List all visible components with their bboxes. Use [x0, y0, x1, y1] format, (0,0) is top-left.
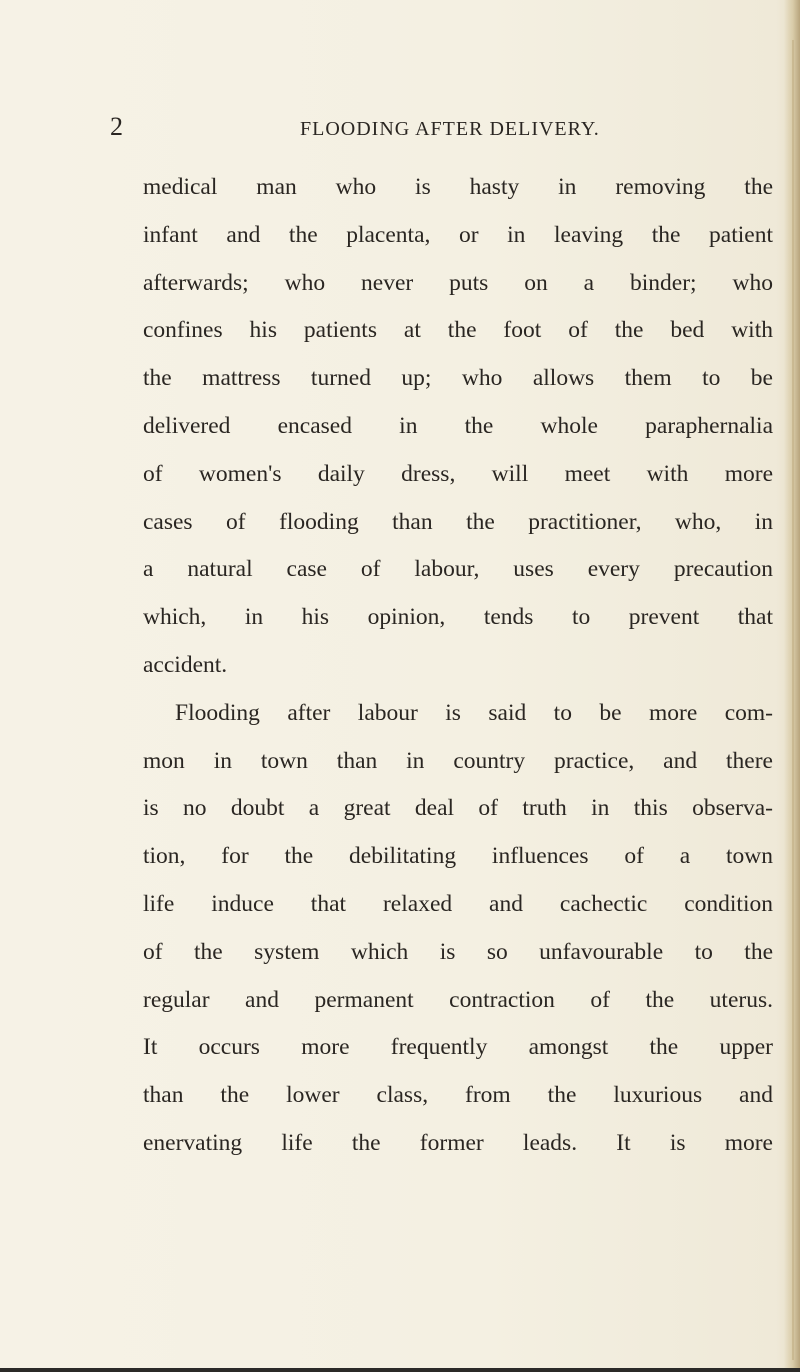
text-line: afterwards; who never puts on a binder; who	[143, 269, 773, 296]
text-line: accident.	[143, 651, 228, 678]
text-line: than the lower class, from the luxurious and	[143, 1082, 773, 1109]
text-line: a natural case of labour, uses every precaution	[143, 556, 773, 583]
text-line: cases of flooding than the practitioner, who, in	[143, 508, 773, 535]
text-line: medical man who is hasty in removing the	[143, 174, 773, 200]
text-line: tion, for the debilitating influences of a town	[143, 843, 773, 870]
paragraph-start-line: Flooding after labour is said to be more com-	[175, 699, 773, 726]
text-line: life induce that relaxed and cachectic condition	[143, 890, 773, 917]
page-number: 2	[110, 112, 123, 141]
text-line: of the system which is so unfavourable to the	[143, 938, 773, 965]
text-line: delivered encased in the whole paraphernalia	[143, 412, 773, 439]
text-line: infant and the placenta, or in leaving the patient	[143, 221, 773, 248]
text-line: is no doubt a great deal of truth in this observa-	[143, 795, 773, 822]
body-text	[143, 164, 773, 1168]
text-line: mon in town than in country practice, and there	[143, 747, 773, 774]
text-line: the mattress turned up; who allows them to be	[143, 365, 773, 392]
text-line: regular and permanent contraction of the uterus.	[143, 986, 773, 1013]
text-line: confines his patients at the foot of the bed with	[143, 317, 773, 344]
text-line: of women's daily dress, will meet with more	[143, 460, 773, 487]
running-title: FLOODING AFTER DELIVERY.	[300, 118, 600, 140]
page-edge-line	[792, 40, 794, 1360]
text-line: It occurs more frequently amongst the upper	[143, 1034, 773, 1061]
text-line: enervating life the former leads. It is more	[143, 1129, 773, 1156]
text-line: which, in his opinion, tends to prevent that	[143, 604, 773, 631]
bottom-rule	[0, 1368, 800, 1372]
